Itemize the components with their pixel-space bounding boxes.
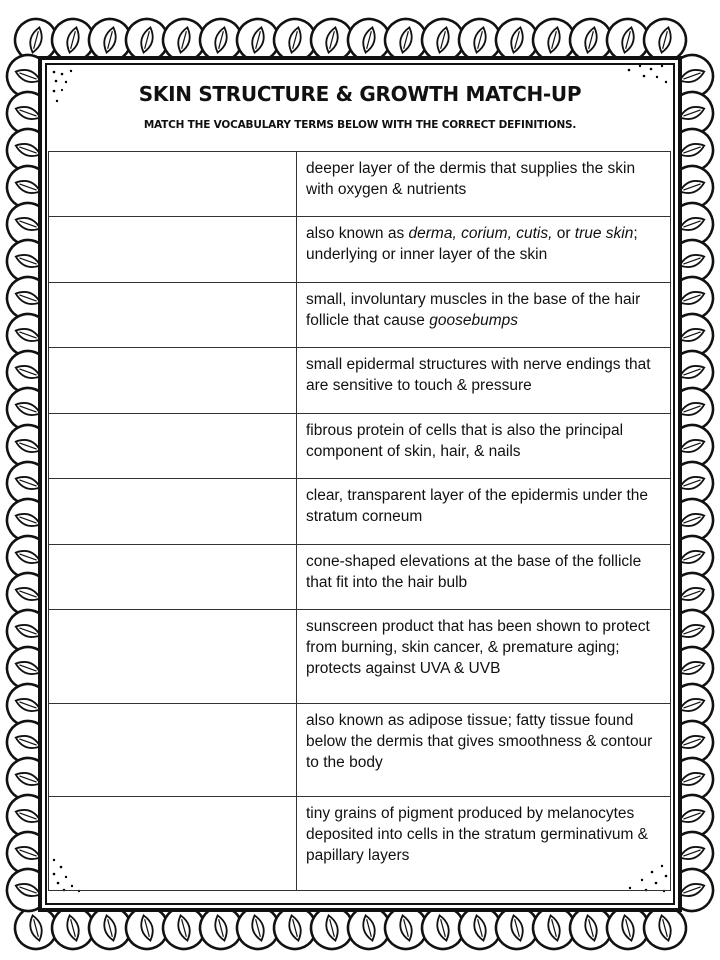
definition-emphasis: goosebumps [429,311,518,329]
definition-cell [297,413,671,478]
definition-emphasis: true skin [574,225,634,243]
match-row [49,703,671,797]
term-answer-cell[interactable] [49,152,297,217]
definition-cell [297,797,671,891]
match-row [49,348,671,413]
match-row [49,152,671,217]
term-answer-cell[interactable] [49,544,297,609]
term-answer-cell[interactable] [49,348,297,413]
definition-text: tiny grains of pigment produced by melanocytes deposited into cells in the stratum germinativum & papillary layers [306,805,649,865]
definition-cell [297,282,671,347]
definition-text: also known as adipose tissue; fatty tissue found below the dermis that gives smoothness & contour to the body [306,711,653,771]
definition-text: clear, transparent layer of the epidermis under the stratum corneum [306,487,649,526]
definition-text: deeper layer of the dermis that supplies the skin with oxygen & nutrients [306,160,636,198]
definition-text: cone-shaped elevations at the base of the follicle that fit into the hair bulb [306,552,642,591]
definition-text: small epidermal structures with nerve endings that are sensitive to touch & pressure [306,356,651,395]
definition-text: ; underlying or inner layer of the skin [306,225,638,264]
definition-cell [297,703,671,797]
definition-cell [297,217,671,282]
term-answer-cell[interactable] [49,217,297,282]
match-row [49,282,671,347]
term-answer-cell[interactable] [49,413,297,478]
match-row [49,217,671,282]
worksheet-instructions: MATCH THE VOCABULARY TERMS BELOW WITH THE CORRECT DEFINITIONS. [143,119,577,131]
match-row [49,479,671,544]
definition-text: fibrous protein of cells that is also the principal component of skin, hair, & nails [306,421,624,460]
match-row [49,610,671,704]
match-table [48,151,671,891]
definition-cell [297,348,671,413]
definition-cell [297,479,671,544]
match-row [49,413,671,478]
definition-text: or [552,225,575,243]
term-answer-cell[interactable] [49,479,297,544]
definition-cell [297,152,671,217]
match-row [49,544,671,609]
term-answer-cell[interactable] [49,703,297,797]
definition-cell [297,544,671,609]
definition-text: sunscreen product that has been shown to protect from burning, skin cancer, & premature aging; protects against UVA & UVB [306,618,650,678]
term-answer-cell[interactable] [49,610,297,704]
match-row [49,797,671,891]
definition-cell [297,610,671,704]
definition-text: small, involuntary muscles in the base of the hair follicle that cause [306,290,641,329]
definition-text: also known as [306,225,409,243]
definition-emphasis: derma, corium, cutis, [408,225,553,243]
worksheet-title: SKIN STRUCTURE & GROWTH MATCH-UP [138,82,582,106]
term-answer-cell[interactable] [49,282,297,347]
term-answer-cell[interactable] [49,797,297,891]
